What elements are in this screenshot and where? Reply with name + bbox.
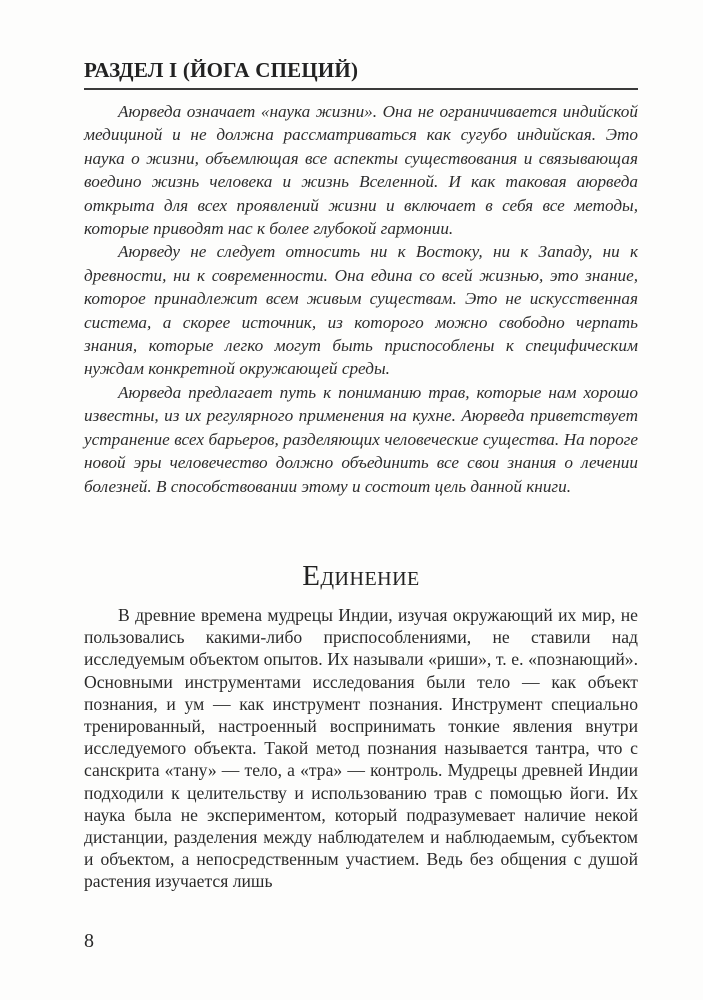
section-title: Единение — [302, 560, 420, 592]
intro-paragraph: Аюрведа предлагает путь к пониманию трав, которые нам хорошо известны, из их регулярного применения на кухне. Аюрведа приветствует устранение всех барьеров, разделяющих человеческие существа. На пороге новой эры человечество должно объединить все свои знания о лечении болезней. В способствовании этому и состоит цель данной книги. — [84, 382, 638, 496]
running-head: РАЗДЕЛ I (ЙОГА СПЕЦИЙ) — [84, 58, 359, 82]
body-paragraph: В древние времена мудрецы Индии, изучая окружающий их мир, не пользовались какими-либо приспособлениями, не ставили над исследуемым объектом опытов. Их называли «риши», т. е. «познающий». Основными инструментами исследования были тело — как объект познания, и ум — как инструмент познания. Инструмент специально тренированный, настроенный воспринимать тонкие явления внутри исследуемого объекта. Такой метод познания называется тантра, что с санскрита «тану» — тело, а «тра» — контроль. Мудрецы древней Индии подходили к целительству и использованию трав с помощью йоги. Их наука была не экспериментом, который подразумевает наличие некой дистанции, разделения между наблюдателем и наблюдаемым, субъектом и объектом, а непосредственным участием. Ведь без общения с душой растения изучается лишь — [84, 605, 638, 892]
intro-block — [84, 100, 638, 498]
intro-paragraph: Аюрведу не следует относить ни к Востоку, ни к Западу, ни к древности, ни к современности. Она едина со всей жизнью, это знание, которое принадлежит всем живым существам. Это не искусственная система, а скорее источник, из которого можно свободно черпать знания, которые легко могут быть приспособлены к специфическим нуждам конкретной окружающей среды. — [84, 242, 638, 379]
page-number: 8 — [84, 930, 94, 952]
intro-paragraph: Аюрведа означает «наука жизни». Она не ограничивается индийской медициной и не должна рассматриваться как сугубо индийская. Это наука о жизни, объемлющая все аспекты существования и связывающая воедино жизнь человека и жизнь Вселенной. И как таковая аюрведа открыта для всех проявлений жизни и включает в себя все методы, которые приводят нас к более глубокой гармонии. — [84, 102, 638, 239]
body-text — [84, 604, 638, 893]
header-rule — [84, 88, 638, 90]
